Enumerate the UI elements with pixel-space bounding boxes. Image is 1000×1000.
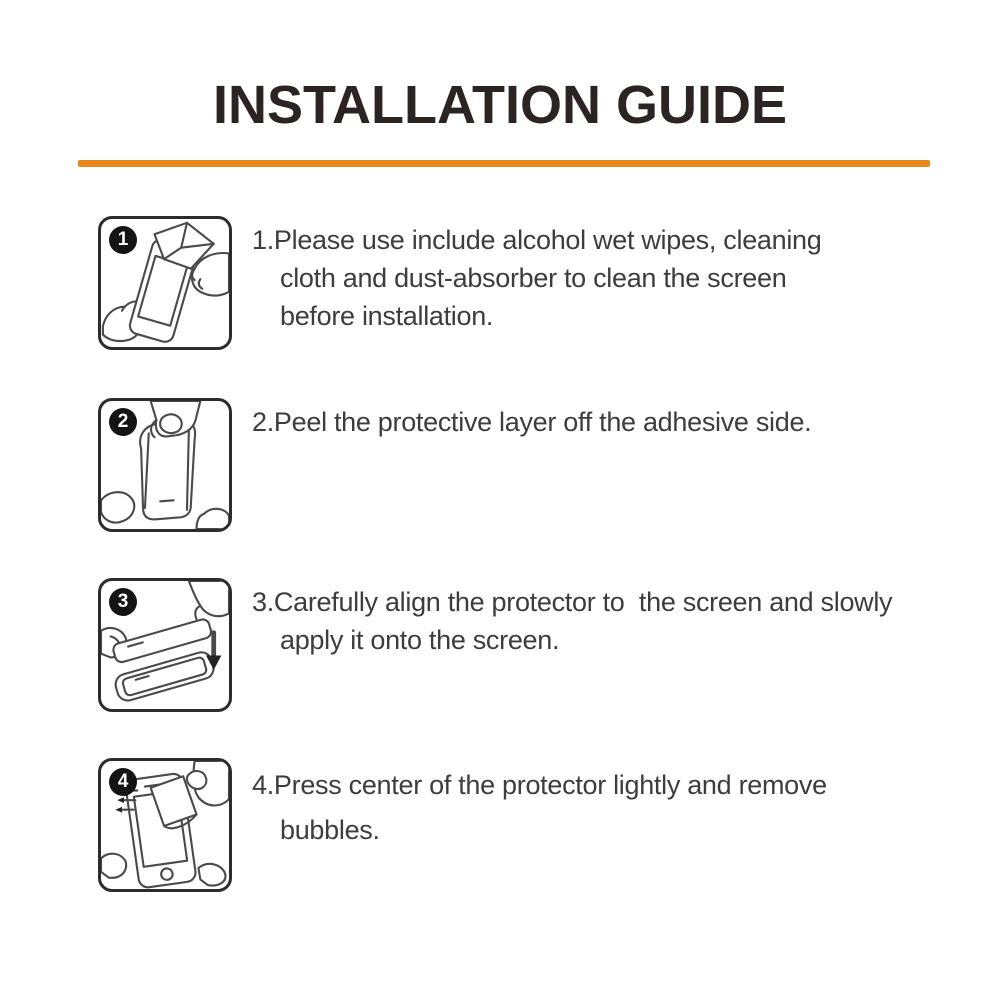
step-row-2 bbox=[98, 398, 963, 538]
step2-figure bbox=[98, 398, 232, 532]
accent-divider bbox=[78, 160, 930, 167]
step-row-1 bbox=[98, 216, 963, 356]
step2-instructions bbox=[252, 403, 992, 441]
step-number-badge: 4 bbox=[109, 768, 137, 796]
step4-instructions bbox=[252, 763, 992, 853]
pinching-fingers bbox=[160, 414, 181, 433]
instruction-text: Peel the protective layer off the adhesive side. bbox=[273, 407, 812, 437]
step4-figure bbox=[98, 758, 232, 892]
step1-instructions bbox=[252, 221, 992, 335]
page-title: INSTALLATION GUIDE bbox=[213, 75, 787, 135]
instruction-line bbox=[252, 221, 992, 259]
bottom-thumb bbox=[101, 492, 134, 522]
instruction-text: Press center of the protector lightly and remove bbox=[273, 770, 827, 800]
instruction-text: Carefully align the protector to the screen and slowly bbox=[273, 587, 893, 617]
step-number-badge: 1 bbox=[109, 226, 137, 254]
step1-figure bbox=[98, 216, 232, 350]
bottom-right-thumb bbox=[198, 864, 225, 886]
step-row-4 bbox=[98, 758, 963, 898]
bottom-finger bbox=[197, 509, 229, 529]
instruction-line bbox=[252, 763, 992, 808]
step-marker: 3. bbox=[252, 587, 274, 617]
instruction-text: Please use include alcohol wet wipes, cleaning bbox=[273, 225, 822, 255]
bottom-left-thumb bbox=[101, 854, 126, 878]
instruction-line: bubbles. bbox=[280, 815, 380, 845]
thumb bbox=[187, 771, 206, 789]
step-row-3 bbox=[98, 578, 963, 718]
instruction-line: before installation. bbox=[280, 301, 494, 331]
instruction-line: cloth and dust-absorber to clean the screen bbox=[280, 263, 787, 293]
step-marker: 4. bbox=[252, 770, 274, 800]
instruction-line bbox=[252, 403, 992, 441]
step3-instructions bbox=[252, 583, 992, 659]
instruction-line: apply it onto the screen. bbox=[280, 625, 560, 655]
step3-figure bbox=[98, 578, 232, 712]
step-marker: 1. bbox=[252, 225, 274, 255]
step-number-badge: 3 bbox=[109, 588, 137, 616]
instruction-line bbox=[252, 583, 992, 621]
step-number-badge: 2 bbox=[109, 408, 137, 436]
step-marker: 2. bbox=[252, 407, 274, 437]
